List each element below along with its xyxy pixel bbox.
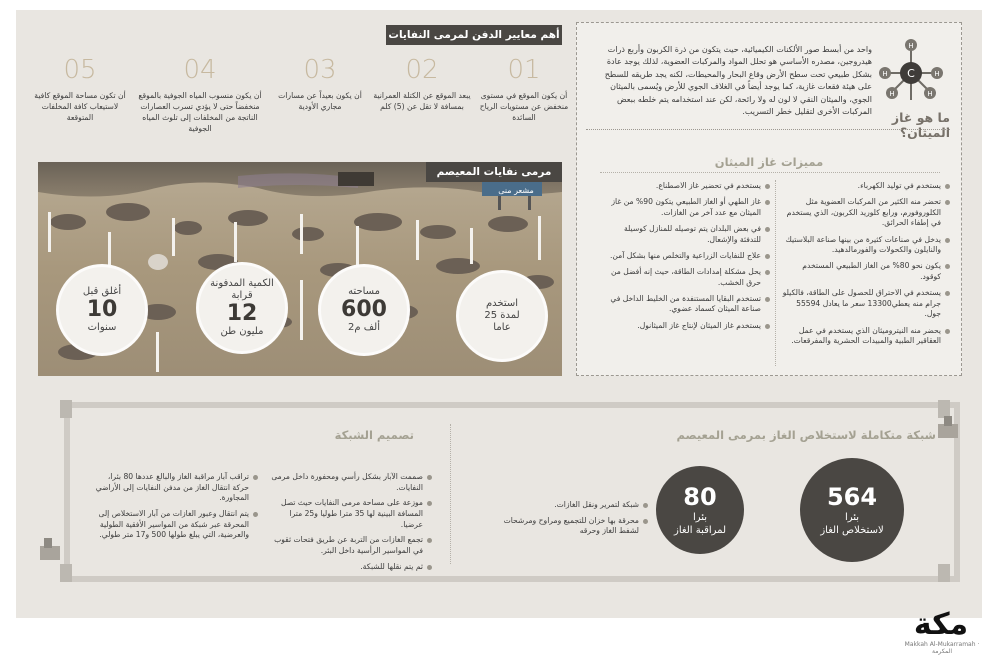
stat-area <box>318 264 410 356</box>
criterion-text: يبعد الموقع عن الكتلة العمرانية بمسافة لا تقل عن (5) كلم <box>373 91 471 111</box>
features-list-left <box>602 181 770 337</box>
stat-label: لمدة 25 <box>484 310 520 321</box>
stat-years-used <box>456 270 548 362</box>
list-item: يحضر منه النيتروميثان الذي يستخدم في عمل العقاقير الطبية والمبيدات الحشرية والمفرقعات. <box>782 326 950 347</box>
list-item: تستخدم البقايا المستنفدة من الخليط الداخل في صناعة الميثان كسماد عضوي. <box>602 294 770 315</box>
list-item: تجمع الغازات من التربة عن طريق فتحات ثقوب في المواسير الرأسية داخل البئر. <box>270 535 432 556</box>
divider <box>600 172 940 173</box>
methane-title: ما هو غاز الميثان؟ <box>891 110 950 140</box>
stat-label: مليون طن <box>220 326 264 337</box>
stat-label: سنوات <box>87 322 117 333</box>
landfill-title: مرمى نفايات المعيصم <box>426 162 562 182</box>
criterion-2 <box>372 56 472 112</box>
criterion-4 <box>138 56 262 134</box>
design-list-right <box>270 472 432 578</box>
list-item: تحضر منه الكثير من المركبات العضوية مثل الكلوروفورم، ورابع كلوريد الكربون، الذي يستخدم في إطفاء الحرائق. <box>782 197 950 229</box>
criterion-3 <box>270 56 370 112</box>
wells-extraction-unit: بئرا <box>844 512 860 523</box>
divider <box>775 180 776 366</box>
criterion-5 <box>30 56 130 123</box>
criterion-1 <box>474 56 574 123</box>
design-list-left <box>92 472 258 546</box>
wells-extraction-label: لاستخلاص الغاز <box>820 525 884 536</box>
criterion-text: أن تكون مساحة الموقع كافية لاستيعاب كافة المخلفات المتوقعة <box>34 91 126 122</box>
criterion-number: 05 <box>63 55 97 85</box>
wells-monitoring-label: لمراقبة الغاز <box>674 525 726 536</box>
network-components-list <box>488 500 648 542</box>
wells-monitoring-unit: بئرا <box>692 512 708 523</box>
list-item: يحل مشكلة إمدادات الطاقة، حيث إنه أفضل من حرق الخشب. <box>602 267 770 288</box>
list-item: صممت الآبار بشكل رأسي ومحفورة داخل مرمى النفايات. <box>270 472 432 493</box>
list-item: علاج للنفايات الزراعية والتخلص منها بشكل آمن. <box>602 251 770 262</box>
features-list-right <box>782 181 950 352</box>
stat-number: 10 <box>86 297 118 322</box>
wells-extraction-number: 564 <box>826 483 878 511</box>
criterion-number: 03 <box>303 55 337 85</box>
criterion-text: أن يكون منسوب المياه الجوفية بالموقع منخفضاً حتى لا يؤدي تسرب العصارات الناتجة من المخلفات إلى تلوث المياه الجوفية <box>138 91 262 133</box>
criteria-title: أهم معايير الدفن لمرمى النفايات <box>386 25 562 45</box>
hydrogen-atom-label: H <box>889 90 895 98</box>
criterion-text: أن يكون بعيداً عن مسارات مجاري الأودية <box>278 91 362 111</box>
criterion-number: 04 <box>183 55 217 85</box>
list-item: محرقة بها خزان للتجميع ومراوح ومرشحات لشفط الغاز وحرقه <box>488 516 648 537</box>
list-item: يستخدم في تحضير غاز الاصطناع. <box>602 181 770 192</box>
list-item: ثم يتم نقلها للشبكة. <box>270 562 432 573</box>
list-item: يستخدم غاز الميثان لإنتاج غاز الميثانول. <box>602 321 770 332</box>
hydrogen-atom-label: H <box>927 90 933 98</box>
stat-buried-amount <box>196 262 288 354</box>
stat-closed-years <box>56 264 148 356</box>
network-design-title: تصميم الشبكة <box>334 428 414 442</box>
road-sign-text: مشعر منى <box>498 186 534 195</box>
wells-monitoring-circle <box>656 466 744 554</box>
wells-monitoring-number: 80 <box>683 483 717 511</box>
divider <box>450 424 451 564</box>
hydrogen-atom-label: H <box>934 70 940 78</box>
features-title: مميزات غاز الميثان <box>714 155 824 169</box>
wells-extraction-circle <box>800 458 904 562</box>
network-title: شبكة متكاملة لاستخلاص الغاز بمرمى المعيصم <box>676 428 936 442</box>
list-item: في بعض البلدان يتم توصيله للمنازل كوسيلة للتدفئة والإشعال. <box>602 224 770 245</box>
criterion-number: 02 <box>405 55 439 85</box>
list-item: تراقب آبار مراقبة الغاز والبالغ عددها 80 بئرا، حركة انتقال الغاز من مدفن النفايات إلى الأراضي المجاورة. <box>92 472 258 504</box>
carbon-atom-label: C <box>907 67 915 80</box>
stat-label: عاما <box>493 322 511 333</box>
list-item: يستخدم في توليد الكهرباء. <box>782 181 950 192</box>
stat-label: استخدم <box>485 298 519 309</box>
methane-molecule-icon <box>874 36 948 110</box>
list-item: يدخل في صناعات كثيرة من بينها صناعة البلاستيك والنايلون والكحولات والفورمالدهيد. <box>782 235 950 256</box>
criterion-number: 01 <box>507 55 541 85</box>
divider <box>586 129 950 130</box>
list-item: موزعة على مساحة مرمى النفايات حيث تصل المسافة البينية لها 35 مترا طوليا و25 مترا عرضيا. <box>270 498 432 530</box>
list-item: يستخدم في الاحتراق للحصول على الطاقة، فالكيلو جرام منه يعطي13300 سعر ما يعادل 55594 جول. <box>782 288 950 320</box>
stat-label: مساحته <box>348 286 380 297</box>
criterion-text: أن يكون الموقع في مستوى منخفض عن مستويات الرياح السائدة <box>479 91 569 122</box>
list-item: شبكة لتمرير ونقل الغازات. <box>488 500 648 511</box>
stat-number: 600 <box>341 297 387 322</box>
list-item: يتم انتقال وعبور الغازات من آبار الاستخلاص إلى المحرقة عبر شبكة من المواسير الأفقية الطولية والعرضية، التي يبلغ طولها 500 و17 متر طولي. <box>92 509 258 541</box>
stat-label: ألف م2 <box>348 322 380 333</box>
hydrogen-atom-label: H <box>908 42 914 50</box>
stat-label: أغلق قبل <box>82 286 122 297</box>
stat-number: 12 <box>226 301 258 326</box>
methane-description: واحد من أبسط صور الألكنات الكيميائية، حيث يتكون من ذرة الكربون وأربع ذرات هيدروجين، مصدره الأساسي هو تحلل المواد والمركبات العضوية، لذلك يوجد عادة بشكل طبيعي تحت سطح الأرض وقاع البحار والمحيطات، لكنه يجد طريقه للسطح على هيئة فقعات غازية، كما يوجد أيضاً في الغلاف الجوي للأرض ويُسمى بالميثان الجوي، والميثان النقي لا لون له ولا رائحة، لكن عند استخدامه يتم خلطه ببعض المركبات الأخرى لتقليل خطر التسريب. <box>604 45 872 117</box>
stat-label: الكمية المدفونة قرابة <box>210 278 274 301</box>
list-item: يكون نحو 80% من الغاز الطبيعي المستخدم كوقود. <box>782 261 950 282</box>
hydrogen-atom-label: H <box>882 70 888 78</box>
list-item: غاز الطهي أو الغاز الطبيعي يتكون 90% من غاز الميثان مع عدد آخر من الغازات. <box>602 197 770 218</box>
brand-logo: مكة <box>913 607 969 642</box>
brand-subtitle: Makkah Al-Mukarramah · المكرمة <box>904 641 980 655</box>
